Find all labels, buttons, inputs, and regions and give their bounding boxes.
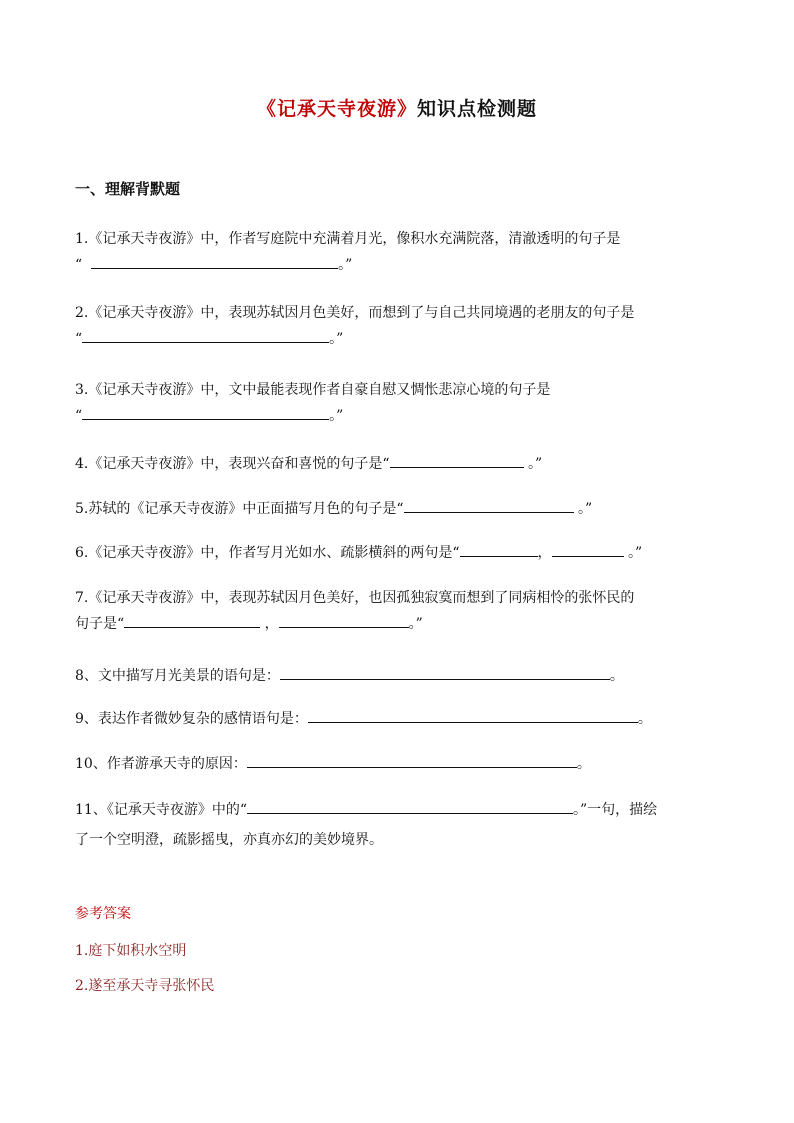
question-text: 2.《记承天寺夜游》中，表现苏轼因月色美好，而想到了与自己共同境遇的老朋友的句子是 xyxy=(75,305,635,321)
question-text: 7.《记承天寺夜游》中，表现苏轼因月色美好，也因孤独寂寞而想到了同病相怜的张怀民的 xyxy=(75,590,635,606)
question-text: 3.《记承天寺夜游》中，文中最能表现作者自豪自慰又惆怅悲凉心境的句子是 xyxy=(75,382,551,398)
question-text: 1.《记承天寺夜游》中，作者写庭院中充满着月光，像积水充满院落，清澈透明的句子是 xyxy=(75,231,621,247)
answer-1: 1.庭下如积水空明 xyxy=(75,943,187,959)
period: 。 xyxy=(609,668,624,684)
title-red-part: 《记承天寺夜游》 xyxy=(256,98,417,120)
answer-blank[interactable] xyxy=(279,613,409,628)
close-quote: 。” xyxy=(408,616,423,632)
open-quote: “ xyxy=(75,331,83,347)
open-quote: “ xyxy=(75,257,83,273)
question-text: 6.《记承天寺夜游》中，作者写月光如水、疏影横斜的两句是“ xyxy=(75,545,460,561)
answer-blank[interactable] xyxy=(247,799,573,814)
answers-heading: 参考答案 xyxy=(75,906,131,922)
close-quote: 。” xyxy=(573,501,593,517)
close-quote: 。” xyxy=(329,331,344,347)
answer-blank[interactable] xyxy=(280,665,610,680)
question-6 xyxy=(75,540,735,566)
answer-blank[interactable] xyxy=(91,254,338,269)
close-quote: 。” xyxy=(338,257,353,273)
page-title xyxy=(0,94,794,121)
question-text: 11、《记承天寺夜游》中的“ xyxy=(75,802,247,818)
answer-blank[interactable] xyxy=(552,542,624,557)
question-text-cont: 句子是“ xyxy=(75,616,125,632)
answer-blank[interactable] xyxy=(404,498,574,513)
answer-blank[interactable] xyxy=(82,405,329,420)
period: 。 xyxy=(576,756,591,772)
question-4 xyxy=(75,451,735,477)
close-quote: 。” xyxy=(623,545,643,561)
answer-blank[interactable] xyxy=(124,613,260,628)
question-text: 4.《记承天寺夜游》中，表现兴奋和喜悦的句子是“ xyxy=(75,456,390,472)
question-text: 10、作者游承天寺的原因： xyxy=(75,756,247,772)
comma: ， xyxy=(264,616,279,632)
question-2 xyxy=(75,300,735,352)
question-10 xyxy=(75,751,735,777)
answer-blank[interactable] xyxy=(460,542,538,557)
period: 。 xyxy=(637,711,652,727)
answer-2: 2.遂至承天寺寻张怀民 xyxy=(75,978,215,994)
question-text-cont: 。”一句，描绘 xyxy=(572,802,658,818)
section-heading: 一、理解背默题 xyxy=(75,180,181,198)
title-black-part: 知识点检测题 xyxy=(417,98,538,120)
question-5 xyxy=(75,496,735,522)
question-text: 9、表达作者微妙复杂的感情语句是： xyxy=(75,711,308,727)
comma: ， xyxy=(537,545,552,561)
answer-blank[interactable] xyxy=(82,328,329,343)
question-1 xyxy=(75,226,735,278)
answer-blank[interactable] xyxy=(308,708,638,723)
answer-blank[interactable] xyxy=(247,753,577,768)
open-quote: “ xyxy=(75,408,83,424)
question-8 xyxy=(75,663,735,689)
close-quote: 。” xyxy=(523,456,543,472)
question-11 xyxy=(75,795,735,855)
question-text-line2: 了一个空明澄，疏影摇曳，亦真亦幻的美妙境界。 xyxy=(75,832,383,848)
question-3 xyxy=(75,377,735,429)
question-7 xyxy=(75,585,735,637)
question-text: 8、文中描写月光美景的语句是： xyxy=(75,668,280,684)
answer-blank[interactable] xyxy=(390,453,524,468)
question-text: 5.苏轼的《记承天寺夜游》中正面描写月色的句子是“ xyxy=(75,501,404,517)
close-quote: 。” xyxy=(329,408,344,424)
question-9 xyxy=(75,706,735,732)
